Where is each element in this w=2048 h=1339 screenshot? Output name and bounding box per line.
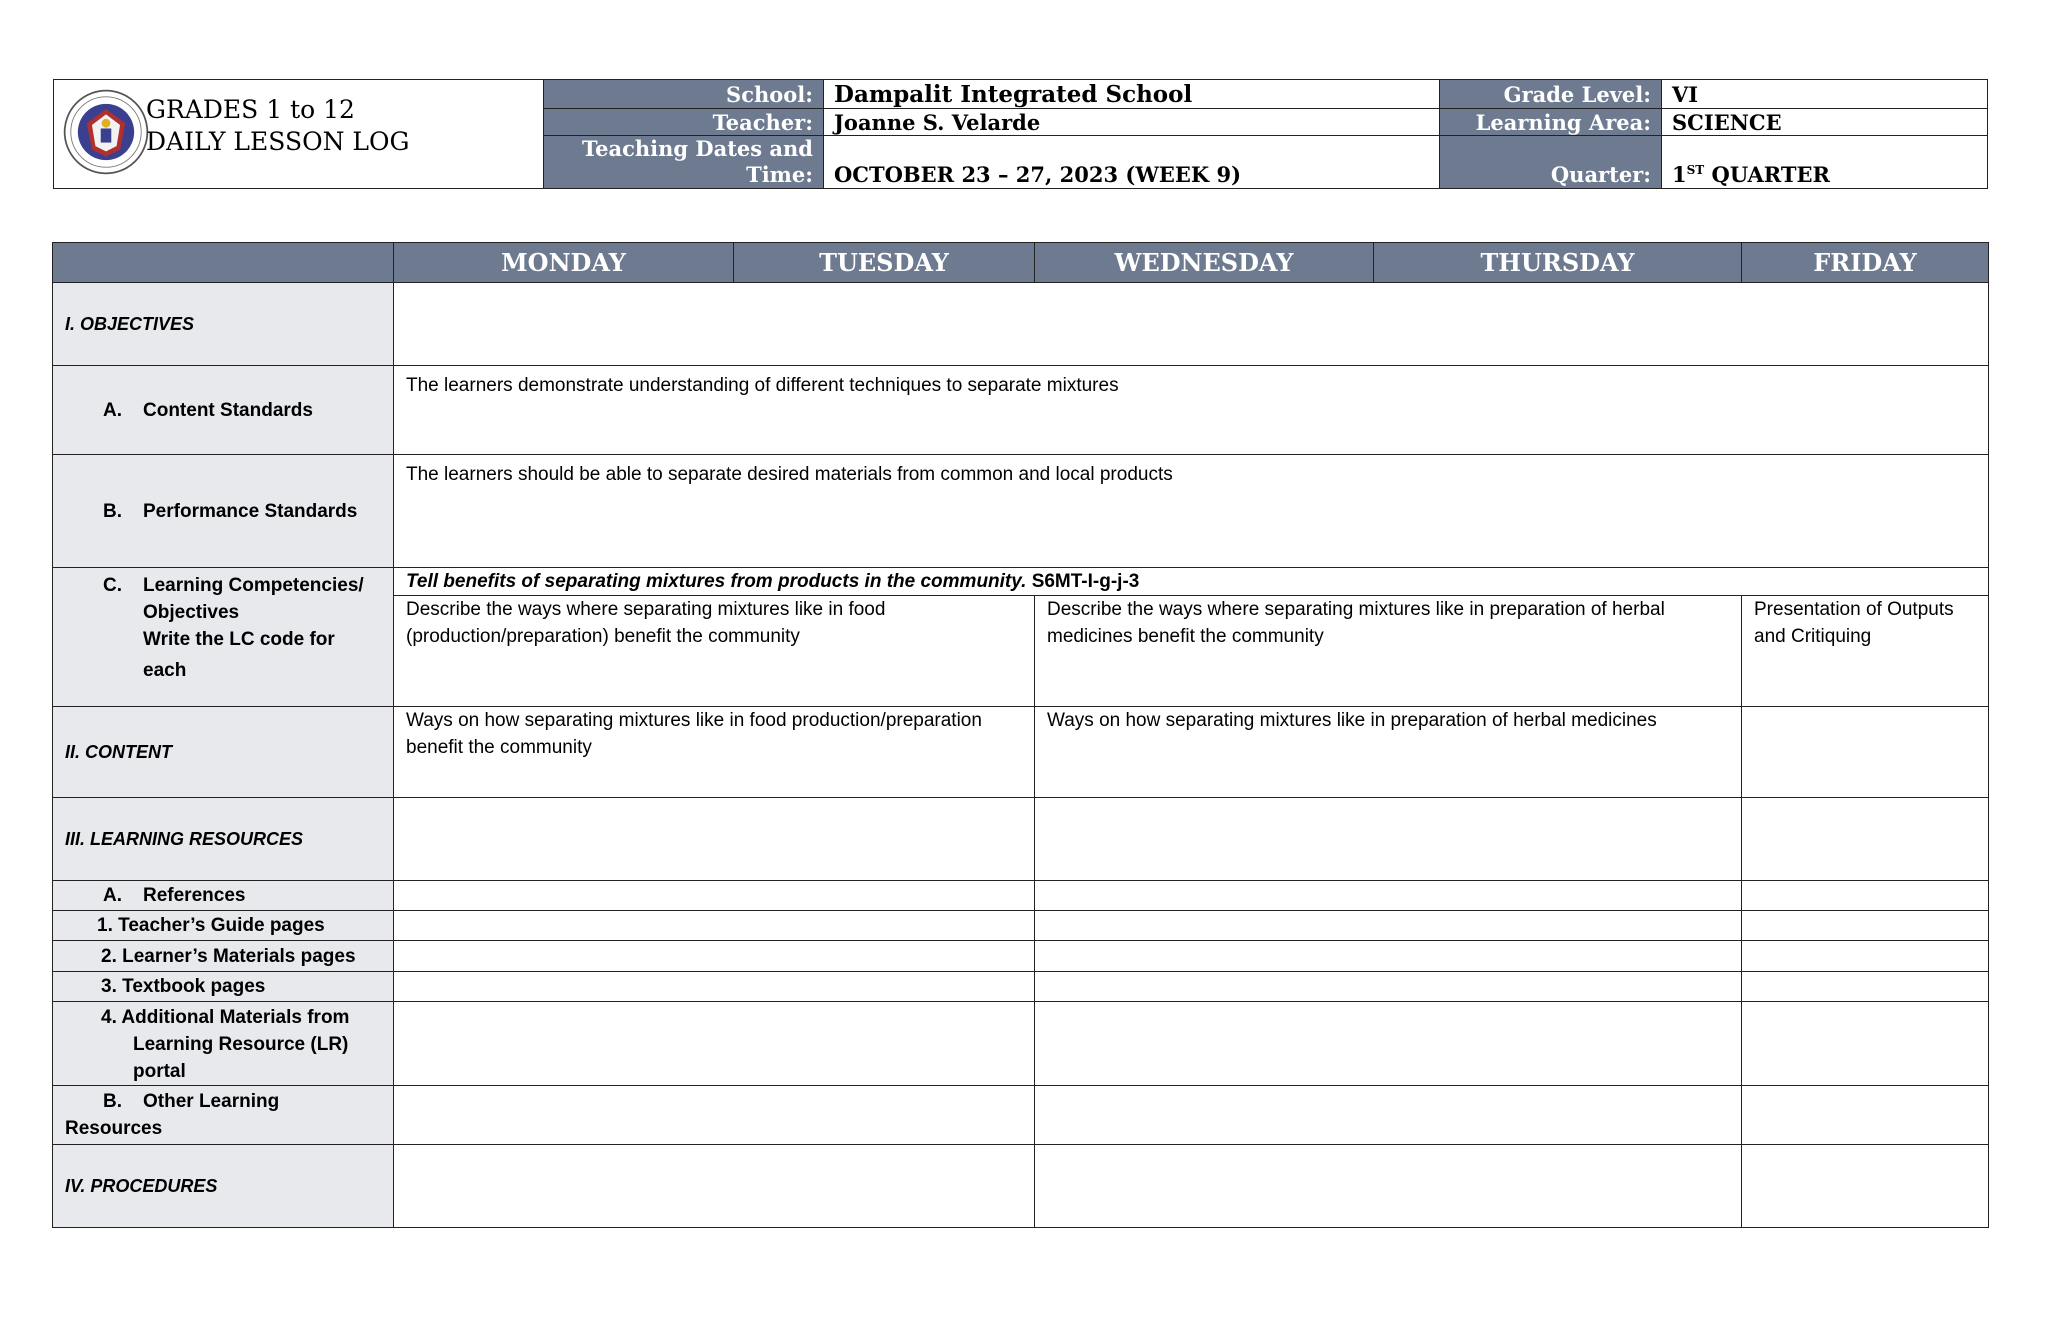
day-tuesday: TUESDAY bbox=[734, 243, 1035, 283]
teaching-dates-label-line-2: Time: bbox=[746, 162, 813, 187]
textbook-wed-thu bbox=[1035, 972, 1742, 1002]
other-resources-mon-tue bbox=[394, 1086, 1035, 1145]
references-label-text: References bbox=[143, 885, 246, 906]
learning-competencies-label bbox=[53, 568, 394, 707]
title-line-2: DAILY LESSON LOG bbox=[146, 127, 410, 156]
teacher-label: Teacher: bbox=[544, 109, 824, 136]
day-friday: FRIDAY bbox=[1742, 243, 1989, 283]
learning-resources-row bbox=[53, 798, 1989, 881]
procedures-row bbox=[53, 1145, 1989, 1228]
teachers-guide-friday bbox=[1742, 911, 1989, 941]
days-header-corner bbox=[53, 243, 394, 283]
performance-standards-letter: B. bbox=[103, 500, 122, 522]
learning-resources-label: III. LEARNING RESOURCES bbox=[53, 798, 394, 881]
teacher-value: Joanne S. Velarde bbox=[824, 109, 1440, 136]
procedures-friday bbox=[1742, 1145, 1989, 1228]
additional-materials-line-2: Learning Resource (LR) bbox=[133, 1034, 349, 1055]
additional-materials-friday bbox=[1742, 1002, 1989, 1086]
content-wed-thu: Ways on how separating mixtures like in preparation of herbal medicines bbox=[1035, 707, 1742, 798]
references-wed-thu bbox=[1035, 881, 1742, 911]
deped-seal-icon bbox=[62, 88, 150, 176]
title-line-1: GRADES 1 to 12 bbox=[146, 95, 355, 124]
teaching-dates-value: OCTOBER 23 – 27, 2023 (WEEK 9) bbox=[824, 136, 1440, 189]
performance-standards-label bbox=[53, 455, 394, 568]
day-monday: MONDAY bbox=[394, 243, 734, 283]
other-resources-letter: B. bbox=[103, 1091, 122, 1112]
performance-standards-label-text: Performance Standards bbox=[143, 500, 358, 522]
procedures-label: IV. PROCEDURES bbox=[53, 1145, 394, 1228]
content-standards-row bbox=[53, 366, 1989, 455]
additional-materials-line-3: portal bbox=[133, 1061, 186, 1082]
lc-letter: C. bbox=[103, 575, 122, 596]
content-row bbox=[53, 707, 1989, 798]
quarter-value bbox=[1662, 136, 1988, 189]
references-row bbox=[53, 881, 1989, 911]
teachers-guide-label: 1. Teacher’s Guide pages bbox=[53, 911, 394, 941]
textbook-label: 3. Textbook pages bbox=[53, 972, 394, 1002]
procedures-mon-tue bbox=[394, 1145, 1035, 1228]
lesson-log-table bbox=[52, 242, 1989, 1228]
performance-standards-row bbox=[53, 455, 1989, 568]
lc-label-line-2: Objectives bbox=[143, 602, 240, 623]
objectives-cell bbox=[394, 283, 1989, 366]
learners-materials-wed-thu bbox=[1035, 941, 1742, 972]
grade-level-value: VI bbox=[1662, 80, 1988, 109]
other-resources-label-text: Other Learning Resources bbox=[65, 1091, 280, 1139]
school-label: School: bbox=[544, 80, 824, 109]
references-letter: A. bbox=[103, 885, 122, 906]
additional-materials-wed-thu bbox=[1035, 1002, 1742, 1086]
lc-friday: Presentation of Outputs and Critiquing bbox=[1742, 596, 1989, 707]
teaching-dates-label bbox=[544, 136, 824, 189]
content-mon-tue: Ways on how separating mixtures like in food production/preparation benefit the community bbox=[394, 707, 1035, 798]
lc-heading bbox=[394, 568, 1989, 596]
day-wednesday: WEDNESDAY bbox=[1035, 243, 1374, 283]
other-resources-wed-thu bbox=[1035, 1086, 1742, 1145]
quarter-number: 1 bbox=[1672, 162, 1687, 187]
school-value: Dampalit Integrated School bbox=[824, 80, 1440, 109]
additional-materials-line-1: 4. Additional Materials from bbox=[101, 1007, 350, 1028]
additional-materials-row bbox=[53, 1002, 1989, 1086]
textbook-row bbox=[53, 972, 1989, 1002]
teachers-guide-mon-tue bbox=[394, 911, 1035, 941]
teachers-guide-wed-thu bbox=[1035, 911, 1742, 941]
quarter-label: Quarter: bbox=[1440, 136, 1662, 189]
quarter-ordinal: ST bbox=[1686, 163, 1705, 177]
learning-area-value: SCIENCE bbox=[1662, 109, 1988, 136]
learners-materials-friday bbox=[1742, 941, 1989, 972]
procedures-wed-thu bbox=[1035, 1145, 1742, 1228]
content-label: II. CONTENT bbox=[53, 707, 394, 798]
lc-label-line-3: Write the LC code for bbox=[143, 629, 335, 650]
teachers-guide-row bbox=[53, 911, 1989, 941]
lc-heading-text: Tell benefits of separating mixtures from products in the community. bbox=[406, 571, 1027, 592]
references-mon-tue bbox=[394, 881, 1035, 911]
additional-materials-label bbox=[53, 1002, 394, 1086]
content-friday bbox=[1742, 707, 1989, 798]
learning-resources-mon-tue bbox=[394, 798, 1035, 881]
textbook-mon-tue bbox=[394, 972, 1035, 1002]
lc-code: S6MT-I-g-j-3 bbox=[1031, 571, 1140, 592]
learners-materials-label: 2. Learner’s Materials pages bbox=[53, 941, 394, 972]
additional-materials-mon-tue bbox=[394, 1002, 1035, 1086]
objectives-row bbox=[53, 283, 1989, 366]
other-resources-label bbox=[53, 1086, 394, 1145]
logo-title-cell bbox=[54, 80, 544, 189]
day-thursday: THURSDAY bbox=[1374, 243, 1742, 283]
learning-resources-wed-thu bbox=[1035, 798, 1742, 881]
references-label bbox=[53, 881, 394, 911]
content-standards-label-text: Content Standards bbox=[143, 399, 313, 421]
references-friday bbox=[1742, 881, 1989, 911]
lc-label-line-4: each bbox=[143, 660, 187, 681]
lc-heading-row bbox=[53, 568, 1989, 596]
learning-resources-friday bbox=[1742, 798, 1989, 881]
lc-mon-tue: Describe the ways where separating mixtures like in food (production/preparation) benefit the community bbox=[394, 596, 1035, 707]
lc-wed-thu: Describe the ways where separating mixtures like in preparation of herbal medicines benefit the community bbox=[1035, 596, 1742, 707]
learners-materials-row bbox=[53, 941, 1989, 972]
teaching-dates-label-line-1: Teaching Dates and bbox=[581, 136, 813, 161]
content-standards-letter: A. bbox=[103, 399, 122, 421]
lc-label-line-1: Learning Competencies/ bbox=[143, 575, 364, 596]
content-standards-label bbox=[53, 366, 394, 455]
other-resources-friday bbox=[1742, 1086, 1989, 1145]
grade-level-label: Grade Level: bbox=[1440, 80, 1662, 109]
performance-standards-text: The learners should be able to separate desired materials from common and local products bbox=[394, 455, 1989, 568]
header-table bbox=[53, 79, 1988, 189]
days-header-row bbox=[53, 243, 1989, 283]
quarter-word: QUARTER bbox=[1704, 162, 1830, 187]
textbook-friday bbox=[1742, 972, 1989, 1002]
objectives-label: I. OBJECTIVES bbox=[53, 283, 394, 366]
learning-area-label: Learning Area: bbox=[1440, 109, 1662, 136]
other-resources-row bbox=[53, 1086, 1989, 1145]
content-standards-text: The learners demonstrate understanding of different techniques to separate mixtures bbox=[394, 366, 1989, 455]
learners-materials-mon-tue bbox=[394, 941, 1035, 972]
